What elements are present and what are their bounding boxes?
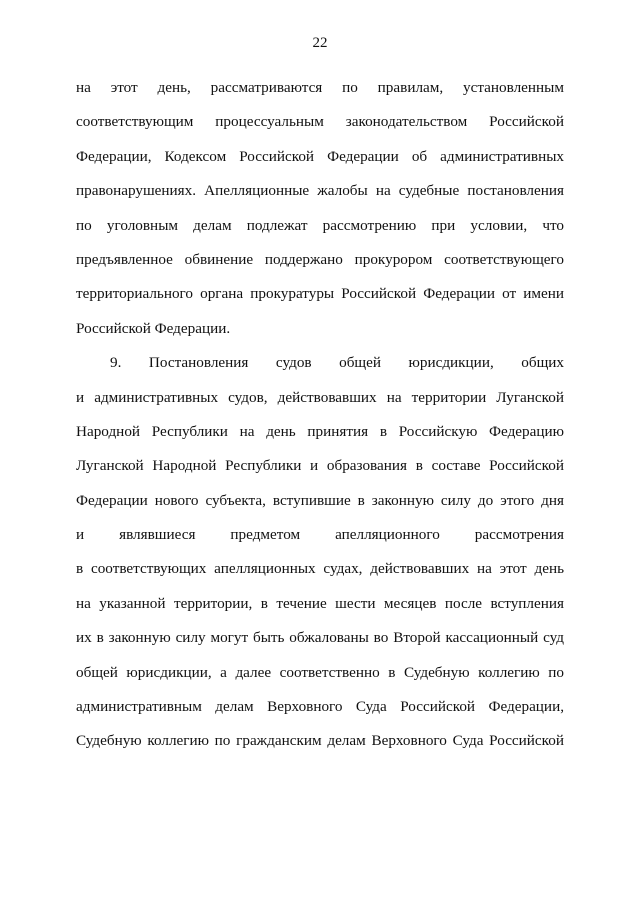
text-line: правонарушениях. Апелляционные жалобы на судебные постановления bbox=[76, 182, 564, 200]
text-line: Луганской Народной Республики и образования в составе Российской bbox=[76, 457, 564, 475]
page-number: 22 bbox=[312, 35, 328, 51]
text-line: Судебную коллегию по гражданским делам Верховного Суда Российской bbox=[76, 732, 564, 750]
text-line: предъявленное обвинение поддержано прокурором соответствующего bbox=[76, 250, 564, 268]
text-line: по уголовным делам подлежат рассмотрению при условии, что bbox=[76, 216, 564, 234]
text-line: административным делам Верховного Суда Российской Федерации, bbox=[76, 698, 564, 716]
text-line: их в законную силу могут быть обжалованы во Второй кассационный суд bbox=[76, 629, 564, 647]
text-line: Российской Федерации. bbox=[76, 319, 231, 337]
text-line: общей юрисдикции, а далее соответственно в Судебную коллегию по bbox=[76, 663, 564, 681]
text-line: в соответствующих апелляционных судах, действовавших на этот день bbox=[76, 560, 564, 578]
text-line: и административных судов, действовавших на территории Луганской bbox=[76, 388, 564, 406]
document-body bbox=[76, 71, 564, 759]
text-line: соответствующим процессуальным законодательством Российской bbox=[76, 113, 564, 131]
text-line: Федерации, Кодексом Российской Федерации об административных bbox=[76, 147, 564, 165]
text-line: территориального органа прокуратуры Российской Федерации от имени bbox=[76, 285, 564, 303]
text-line: и являвшиеся предметом апелляционного рассмотрения bbox=[76, 526, 564, 544]
paragraph-9-first-line: 9. Постановления судов общей юрисдикции, общих bbox=[110, 354, 564, 372]
text-line: Народной Республики на день принятия в Российскую Федерацию bbox=[76, 422, 564, 440]
text-line: на указанной территории, в течение шести месяцев после вступления bbox=[76, 594, 564, 612]
text-line: на этот день, рассматриваются по правилам, установленным bbox=[76, 79, 564, 96]
text-line: Федерации нового субъекта, вступившие в законную силу до этого дня bbox=[76, 491, 564, 509]
